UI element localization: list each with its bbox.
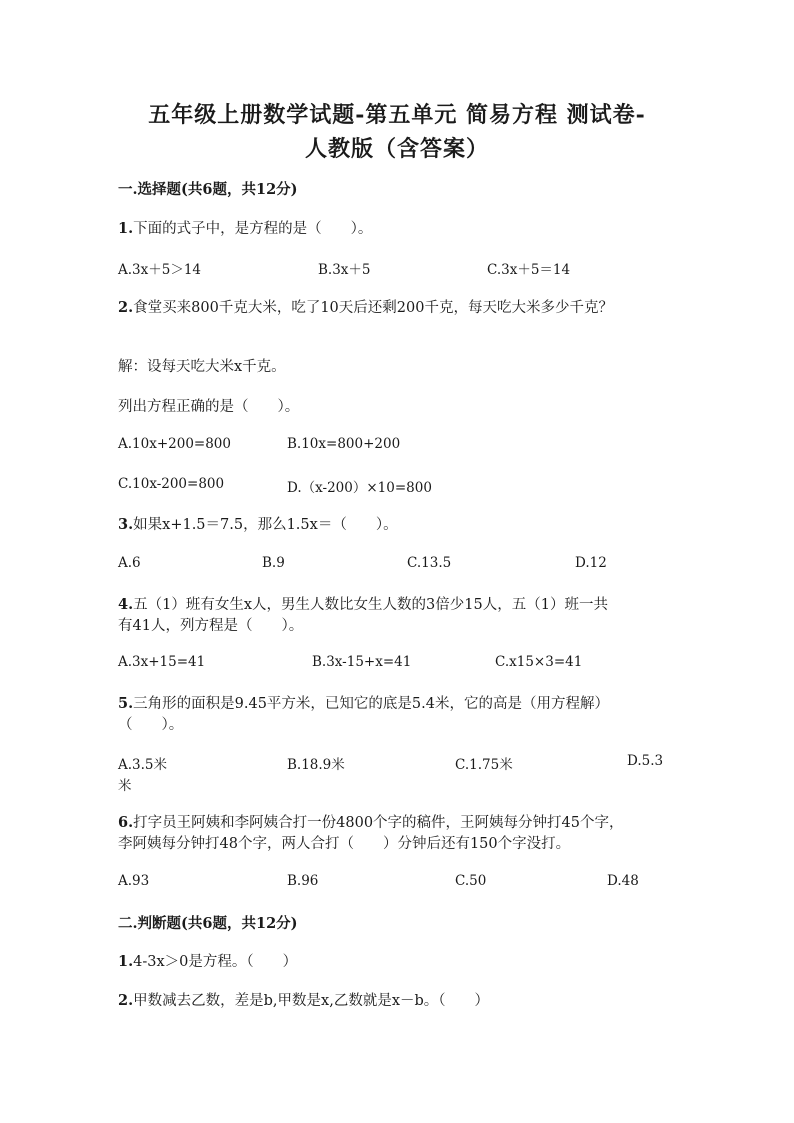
option-c[interactable]: C.13.5 <box>407 555 452 571</box>
title-line-2: 人教版（含答案） <box>304 136 489 162</box>
option-b[interactable]: B.3x＋5 <box>318 262 371 278</box>
option-b[interactable]: B.10x=800+200 <box>287 436 401 452</box>
question-number: 3. <box>118 516 134 533</box>
question-text-line-1: 三角形的面积是9.45平方米，已知它的底是5.4米，它的高是（用方程解） <box>133 696 609 712</box>
question-text-line-2: 李阿姨每分钟打48个字，两人合打（ ）分钟后还有150个字没打。 <box>118 836 571 852</box>
question-number: 6. <box>118 814 134 831</box>
option-d-wrap: 米 <box>118 778 132 794</box>
option-d[interactable]: D.5.3 <box>627 753 664 769</box>
question-text-line-2: 有41人，列方程是（ ）。 <box>118 618 304 634</box>
question-number: 2. <box>118 992 134 1009</box>
question-text-line-1: 五（1）班有女生x人，男生人数比女生人数的3倍少15人，五（1）班一共 <box>133 597 608 613</box>
question-number: 1. <box>118 220 134 237</box>
option-c[interactable]: C.1.75米 <box>455 757 513 773</box>
option-b[interactable]: B.18.9米 <box>287 757 345 773</box>
question-3 <box>118 514 678 536</box>
question-text: 甲数减去乙数，差是b,甲数是x,乙数就是x－b。（ ） <box>133 993 490 1009</box>
question-text-line-2: （ ）。 <box>118 717 184 733</box>
option-d[interactable]: D.（x-200）×10=800 <box>287 480 432 496</box>
question-text: 4-3x＞0是方程。（ ） <box>133 954 298 970</box>
option-d[interactable]: D.12 <box>575 555 607 571</box>
question-prompt: 列出方程正确的是（ ）。 <box>118 399 300 415</box>
question-text-line-1: 打字员王阿姨和李阿姨合打一份4800个字的稿件，王阿姨每分钟打45个字， <box>133 815 624 831</box>
section-heading-judgement: 二.判断题(共6题，共12分) <box>118 915 298 932</box>
option-b[interactable]: B.3x-15+x=41 <box>312 654 412 670</box>
option-a[interactable]: A.10x+200=800 <box>118 436 231 452</box>
question-text: 如果x+1.5＝7.5，那么1.5x＝（ ）。 <box>133 517 398 533</box>
section-heading-choice: 一.选择题(共6题，共12分) <box>118 181 298 198</box>
option-b[interactable]: B.96 <box>287 873 319 889</box>
option-c[interactable]: C.3x＋5＝14 <box>487 262 571 278</box>
question-5 <box>118 693 678 736</box>
judgement-1 <box>118 951 678 973</box>
solution-setup: 解：设每天吃大米x千克。 <box>118 359 286 375</box>
option-c[interactable]: C.50 <box>455 873 487 889</box>
option-d[interactable]: D.48 <box>607 873 639 889</box>
question-number: 4. <box>118 596 134 613</box>
option-b[interactable]: B.9 <box>262 555 285 571</box>
question-1 <box>118 218 678 240</box>
question-2 <box>118 297 678 319</box>
question-number: 2. <box>118 299 134 316</box>
title-line-1: 五年级上册数学试题-第五单元 简易方程 测试卷- <box>148 102 646 128</box>
option-a[interactable]: A.3.5米 <box>118 757 168 773</box>
question-4 <box>118 594 678 637</box>
judgement-2 <box>118 990 678 1012</box>
option-a[interactable]: A.93 <box>118 873 150 889</box>
question-number: 5. <box>118 695 134 712</box>
question-number: 1. <box>118 953 134 970</box>
option-c[interactable]: C.x15×3=41 <box>495 654 583 670</box>
option-a[interactable]: A.3x＋5＞14 <box>118 262 202 278</box>
option-c[interactable]: C.10x-200=800 <box>118 476 225 492</box>
question-6 <box>118 812 688 855</box>
question-text: 食堂买来800千克大米，吃了10天后还剩200千克，每天吃大米多少千克？ <box>133 300 613 316</box>
option-a[interactable]: A.6 <box>118 555 141 571</box>
question-text: 下面的式子中，是方程的是（ ）。 <box>133 221 373 237</box>
option-a[interactable]: A.3x+15=41 <box>118 654 206 670</box>
